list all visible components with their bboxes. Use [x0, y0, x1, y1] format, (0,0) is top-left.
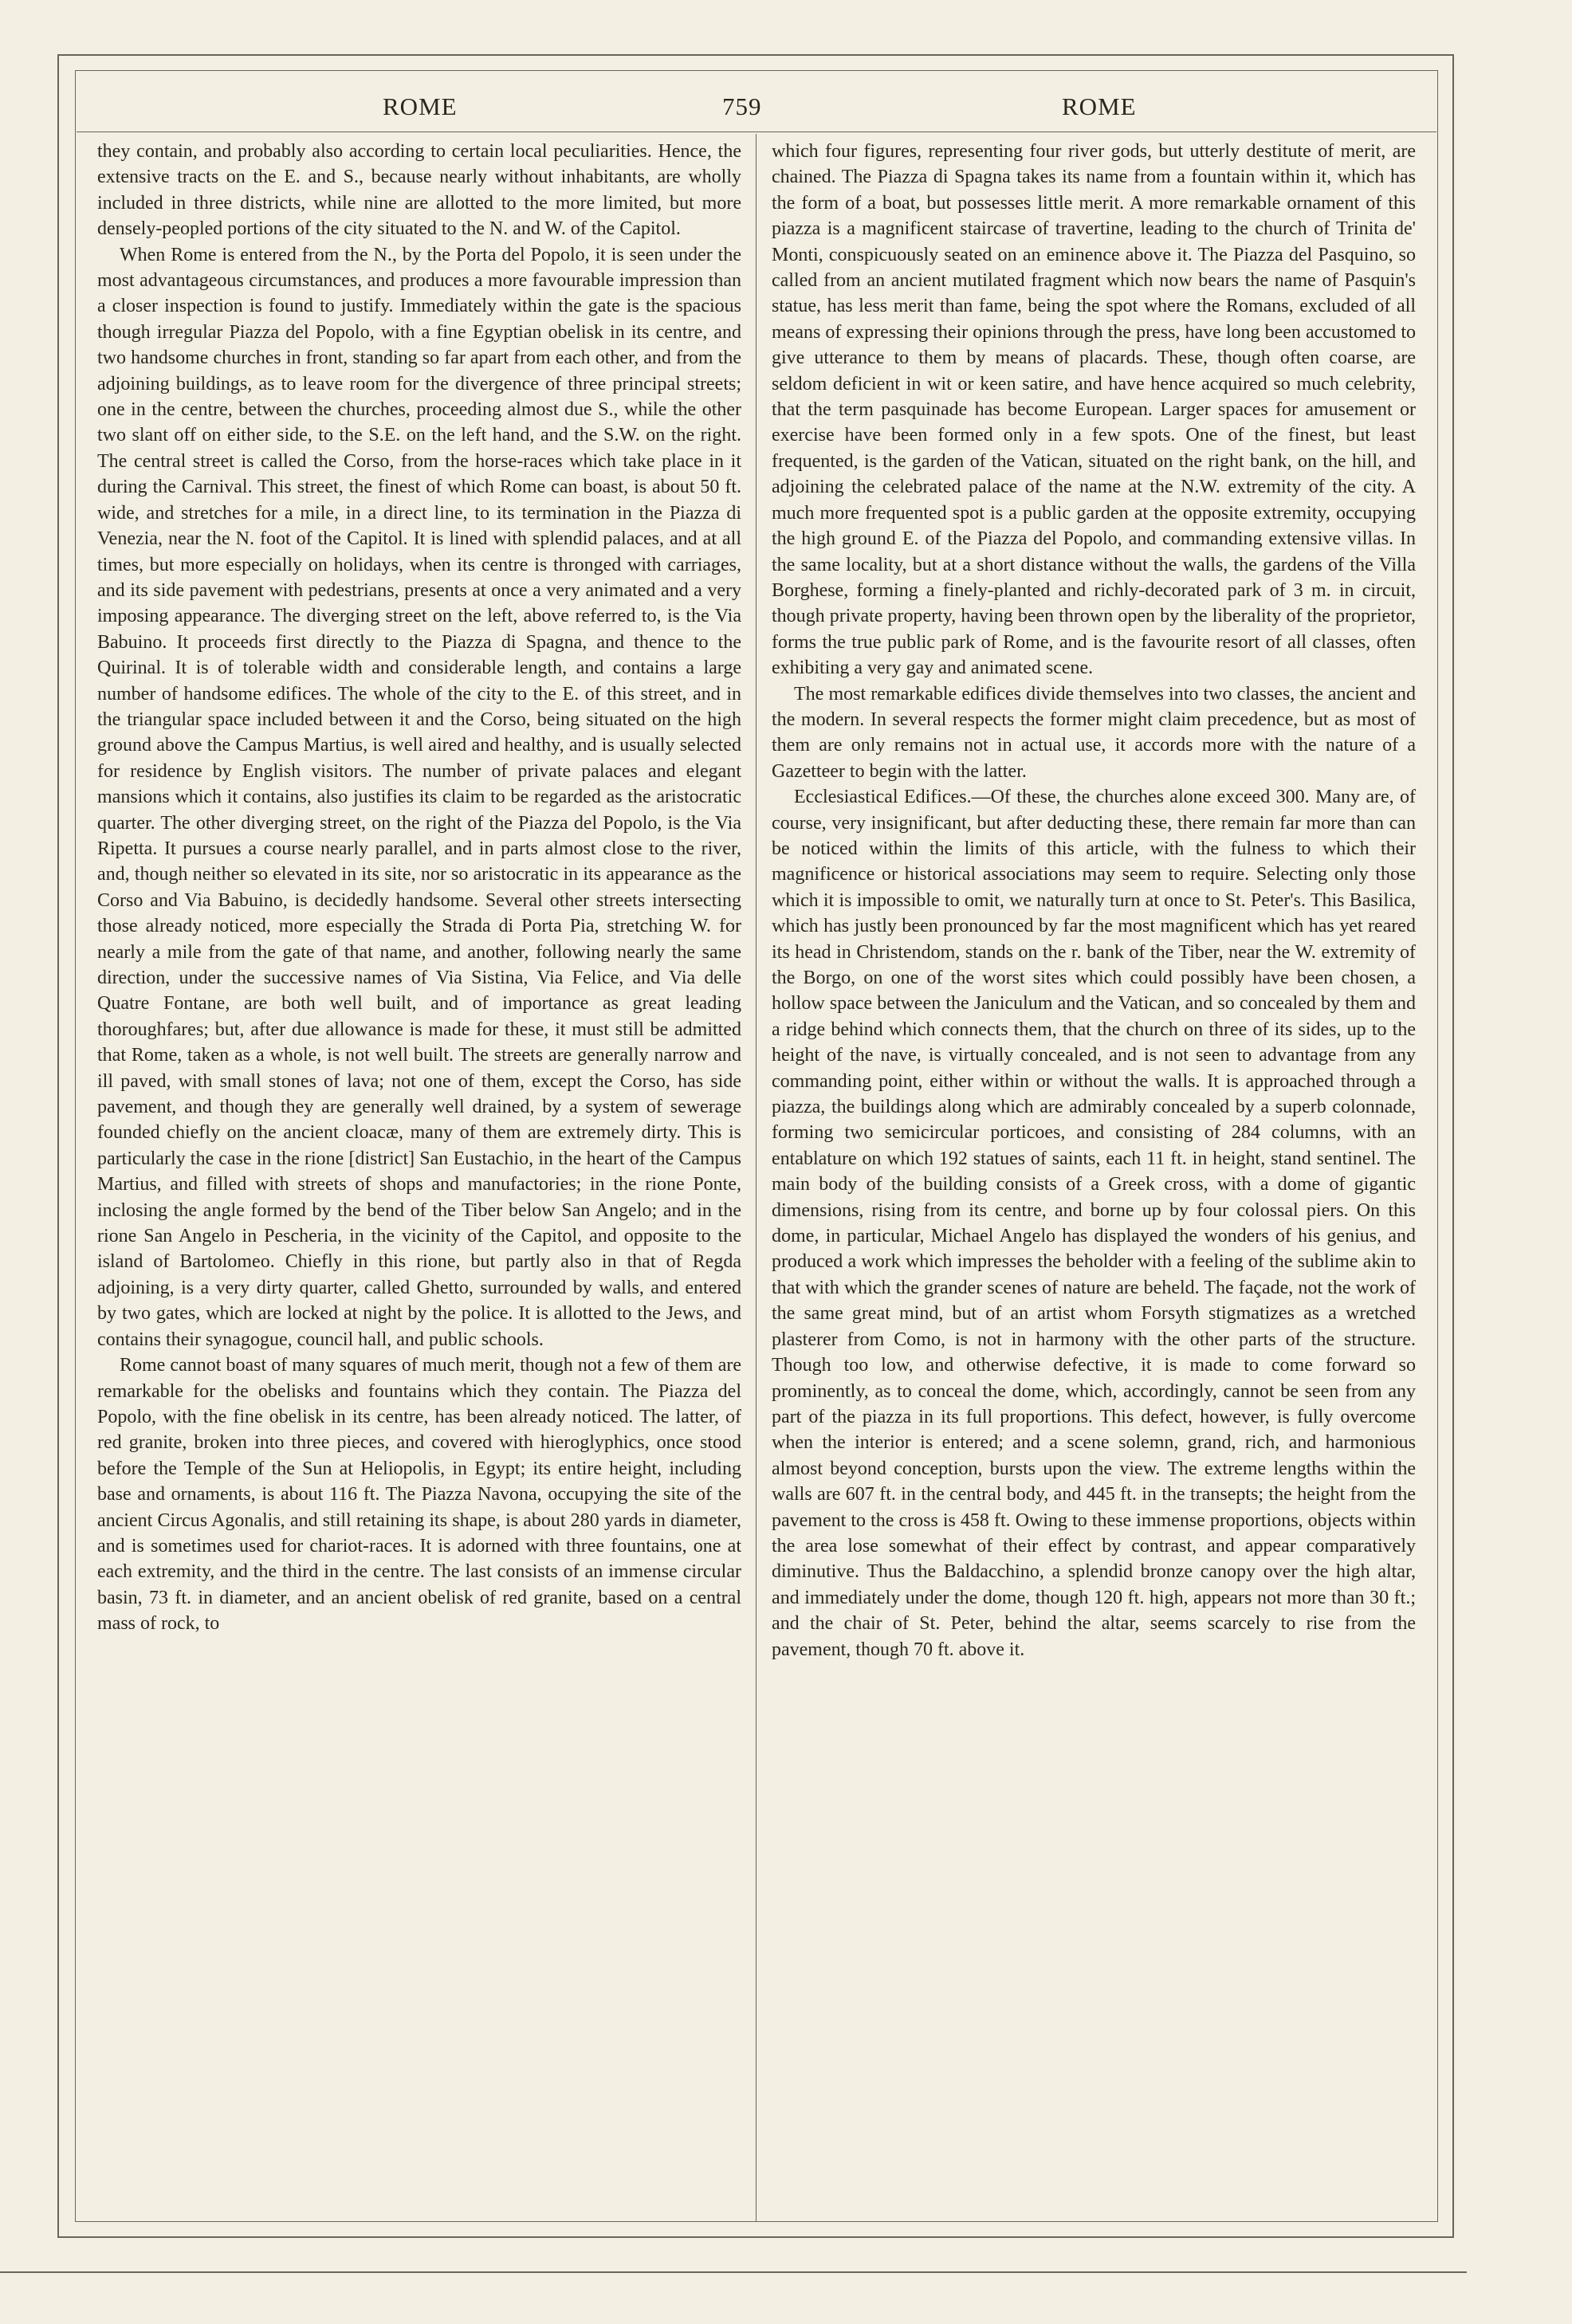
header-right-title: ROME [1062, 92, 1137, 120]
bottom-rule [0, 2271, 1467, 2273]
column-divider [756, 134, 757, 2222]
right-column [772, 139, 1416, 2211]
running-header [77, 86, 1436, 134]
header-left-title: ROME [383, 92, 458, 120]
left-column [97, 139, 741, 2211]
right-paragraph-3: Ecclesiastical Edifices.—Of these, the churches alone exceed 300. Many are, of course, very insignificant, but after deducting these, there remain far more than can be noticed within the limits of this article, with the fulness to which their magnificence or historical associations may seem to require. Selecting only those which it is impossible to omit, we naturally turn at once to St. Peter's. This Basilica, which has justly been pronounced by far the most magnificent which has yet reared its head in Christendom, stands on the r. bank of the Tiber, near the W. extremity of the Borgo, on one of the worst sites which could possibly have been chosen, a hollow space between the Janiculum and the Vatican, and so concealed by them and a ridge behind which connects them, that the church on three of its sides, up to the height of the nave, is virtually concealed, and is not seen to advantage from any commanding point, either within or without the walls. It is approached through a piazza, the buildings along which are admirably concealed by a superb colonnade, forming two semicircular porticoes, and consisting of 284 columns, with an entablature on which 192 statues of saints, each 11 ft. in height, stand sentinel. The main body of the building consists of a Greek cross, with a dome of gigantic dimensions, rising from its centre, and borne up by four colossal piers. On this dome, in particular, Michael Angelo has displayed the wonders of his genius, and produced a work which impresses the beholder with a feeling of the sublime akin to that with which the grander scenes of nature are beheld. The façade, not the work of the same great mind, but of an artist whom Forsyth stigmatizes as a wretched plasterer from Como, is not in harmony with the other parts of the structure. Though too low, and otherwise defective, it is made to come forward so prominently, as to conceal the dome, which, accordingly, cannot be seen from any part of the piazza in its full proportions. This defect, however, is fully overcome when the interior is entered; and a scene solemn, grand, rich, and harmonious almost beyond conception, bursts upon the view. The extreme lengths within the walls are 607 ft. in the central body, and 445 ft. in the transepts; the height from the pavement to the cross is 458 ft. Owing to these immense proportions, objects within the area lose somewhat of their effect by contrast, and appear comparatively diminutive. Thus the Baldacchino, a splendid bronze canopy over the high altar, and immediately under the dome, though 120 ft. high, appears not more than 30 ft.; and the chair of St. Peter, behind the altar, seems scarcely to rise from the pavement, though 70 ft. above it. [772, 787, 1416, 1660]
left-paragraph-2: When Rome is entered from the N., by the Porta del Popolo, it is seen under the most advantageous circumstances, and produces a more favourable impression than a closer inspection is found to justify. Immediately within the gate is the spacious though irregular Piazza del Popolo, with a fine Egyptian obelisk in its centre, and two handsome churches in front, standing so far apart from each other, and from the adjoining buildings, as to leave room for the divergence of three principal streets; one in the centre, between the churches, proceeding almost due S., while the other two slant off on either side, to the S.E. on the left hand, and the S.W. on the right. The central street is called the Corso, from the horse-races which take place in it during the Carnival. This street, the finest of which Rome can boast, is about 50 ft. wide, and stretches for a mile, in a direct line, to its termination in the Piazza di Venezia, near the N. foot of the Capitol. It is lined with splendid palaces, and at all times, but more especially on holidays, when its centre is thronged with carriages, and its side pavement with pedestrians, presents at once a very animated and a very imposing appearance. The diverging street on the left, above referred to, is the Via Babuino. It proceeds first directly to the Piazza di Spagna, and thence to the Quirinal. It is of tolerable width and considerable length, and contains a large number of handsome edifices. The whole of the city to the E. of this street, and in the triangular space included between it and the Corso, being situated on the high ground above the Campus Martius, is well aired and healthy, and is usually selected for residence by English visitors. The number of private palaces and elegant mansions which it contains, also justifies its claim to be regarded as the aristocratic quarter. The other diverging street, on the right of the Piazza del Popolo, is the Via Ripetta. It pursues a course nearly parallel, and in parts almost close to the river, and, though neither so elevated in its site, nor so aristocratic in its appearance as the Corso and Via Babuino, is decidedly handsome. Several other streets intersecting those already noticed, more especially the Strada di Porta Pia, stretching W. for nearly a mile from the gate of that name, and another, following nearly the same direction, under the successive names of Via Sistina, Via Felice, and Via delle Quatre Fontane, are both well built, and of importance as great leading thoroughfares; but, after due allowance is made for these, it must still be admitted that Rome, taken as a whole, is not well built. The streets are generally narrow and ill paved, with small stones of lava; not one of them, except the Corso, has side pavement, and though they are generally well drained, by a system of sewerage founded chiefly on the ancient cloacæ, many of them are extremely dirty. This is particularly the case in the rione [district] San Eustachio, in the heart of the Campus Martius, and filled with streets of shops and manufactories; in the rione Ponte, inclosing the angle formed by the bend of the Tiber below San Angelo; and in the rione San Angelo in Pescheria, in the vicinity of the Capitol, and opposite to the island of Bartolomeo. Chiefly in this rione, but partly also in that of Regda adjoining, is a very dirty quarter, called Ghetto, surrounded by walls, and entered by two gates, which are locked at night by the police. It is allotted to the Jews, and contains their synagogue, council hall, and public schools. [97, 244, 741, 1350]
left-paragraph-3: Rome cannot boast of many squares of much merit, though not a few of them are remarkable for the obelisks and fountains which they contain. The Piazza del Popolo, with the fine obelisk in its centre, has been already noticed. The latter, of red granite, broken into three pieces, and covered with hieroglyphics, once stood before the Temple of the Sun at Heliopolis, in Egypt; its entire height, including base and ornaments, is about 116 ft. The Piazza Navona, occupying the site of the ancient Circus Agonalis, and still retaining its shape, is about 280 yards in diameter, and is sometimes used for chariot-races. It is adorned with three fountains, one at each extremity, and the third in the centre. The last consists of an immense circular basin, 73 ft. in diameter, and an ancient obelisk of red granite, based on a central mass of rock, to [97, 1355, 741, 1635]
page-number: 759 [722, 92, 762, 120]
right-paragraph-2: The most remarkable edifices divide themselves into two classes, the ancient and the modern. In several respects the former might claim precedence, but as most of them are only remains not in actual use, it accords more with the nature of a Gazetteer to begin with the latter. [772, 683, 1416, 782]
left-paragraph-1: they contain, and probably also according to certain local peculiarities. Hence, the extensive tracts on the E. and S., because nearly without inhabitants, are wholly included in three districts, while nine are allotted to the more limited, but more densely-peopled portions of the city situated to the N. and W. of the Capitol. [97, 141, 741, 240]
right-paragraph-1: which four figures, representing four river gods, but utterly destitute of merit, are chained. The Piazza di Spagna takes its name from a fountain within it, which has the form of a boat, but possesses little merit. A more remarkable ornament of this piazza is a magnificent staircase of travertine, leading to the church of Trinita de' Monti, conspicuously seated on an eminence above it. The Piazza del Pasquino, so called from an ancient mutilated fragment which now bears the name of Pasquin's statue, has less merit than fame, being the spot where the Romans, excluded of all means of expressing their opinions through the press, have long been accustomed to give utterance to them by means of placards. These, though often coarse, are seldom deficient in wit or keen satire, and have hence acquired so much celebrity, that the term pasquinade has become European. Larger spaces for amusement or exercise have been formed only in a few spots. One of the finest, but least frequented, is the garden of the Vatican, situated on the right bank, on the hill, and adjoining the celebrated palace of the name at the N.W. extremity of the city. A much more frequented spot is a public garden at the opposite extremity, occupying the high ground E. of the Piazza del Popolo, and commanding extensive villas. In the same locality, but at a short distance without the walls, the gardens of the Villa Borghese, forming a finely-planted and richly-decorated park of 3 m. in circuit, though private property, having been thrown open by the liberality of the proprietor, forms the true public park of Rome, and is the favourite resort of all classes, often exhibiting a very gay and animated scene. [772, 141, 1416, 679]
